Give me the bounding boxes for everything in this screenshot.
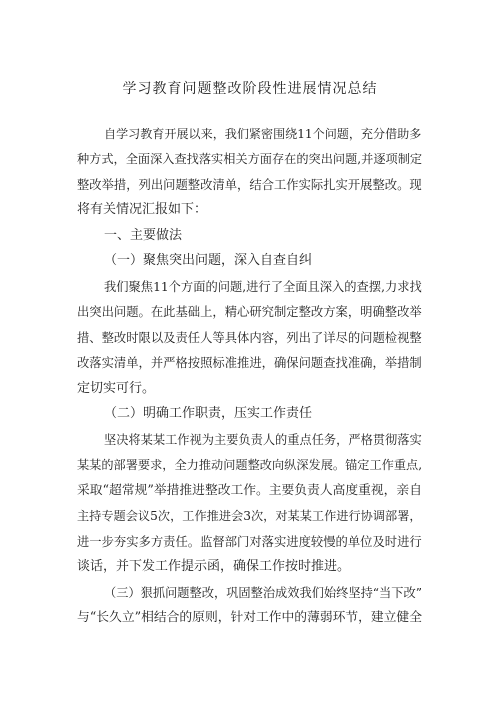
paragraph-line: 进一步夯实多方责任。监督部门对落实进度较慢的单位及时进行 <box>77 535 422 549</box>
paragraph-line: 采取“超常规”举措推进整改工作。主要负责人高度重视，亲自 <box>77 483 422 498</box>
paragraph-line: 自学习教育开展以来，我们紧密围绕11个问题，充分借助多 <box>104 127 422 141</box>
paragraph-line: 整改举措，列出问题整改清单，结合工作实际扎实开展整改。现 <box>77 178 422 192</box>
paragraph-line: 改落实清单，并严格按照标准推进，确保问题查找准确，举措制 <box>77 356 422 370</box>
paragraph-line: 某某的部署要求，全力推动问题整改向纵深发展。锚定工作重点, <box>77 458 423 472</box>
paragraph-line: 坚决将某某工作视为主要负责人的重点任务，严格贯彻落实 <box>104 433 422 447</box>
paragraph-line: 定切实可行。 <box>77 381 156 396</box>
paragraph-line: 措、整改时限以及责任人等具体内容，列出了详尽的问题检视整 <box>77 331 422 345</box>
section-heading: 一、主要做法 <box>104 228 183 243</box>
subsection-heading: （二）明确工作职责，压实工作责任 <box>104 406 313 421</box>
paragraph-line: 出突出问题。在此基础上，精心研究制定整改方案，明确整改举 <box>77 305 422 319</box>
subsection-heading: （三）狠抓问题整改，巩固整治成效我们始终坚持“当下改” <box>104 586 422 600</box>
paragraph-line: 主持专题会议5次，工作推进会3次，对某某工作进行协调部署， <box>77 509 422 523</box>
subsection-heading: （一）聚焦突出问题，深入自查自纠 <box>104 253 313 268</box>
paragraph-line: 谈话，并下发工作提示函，确保工作按时推进。 <box>77 559 351 574</box>
paragraph-line: 我们聚焦11个方面的问题,进行了全面且深入的查摆,力求找 <box>104 280 422 294</box>
paragraph-line: 种方式，全面深入查找落实相关方面存在的突出问题,并逐项制定 <box>77 152 423 166</box>
document-title: 学习教育问题整改阶段性进展情况总结 <box>122 81 378 97</box>
paragraph-line: 将有关情况汇报如下： <box>77 202 208 217</box>
paragraph-line: 与“长久立”相结合的原则，针对工作中的薄弱环节，建立健全 <box>77 610 422 625</box>
